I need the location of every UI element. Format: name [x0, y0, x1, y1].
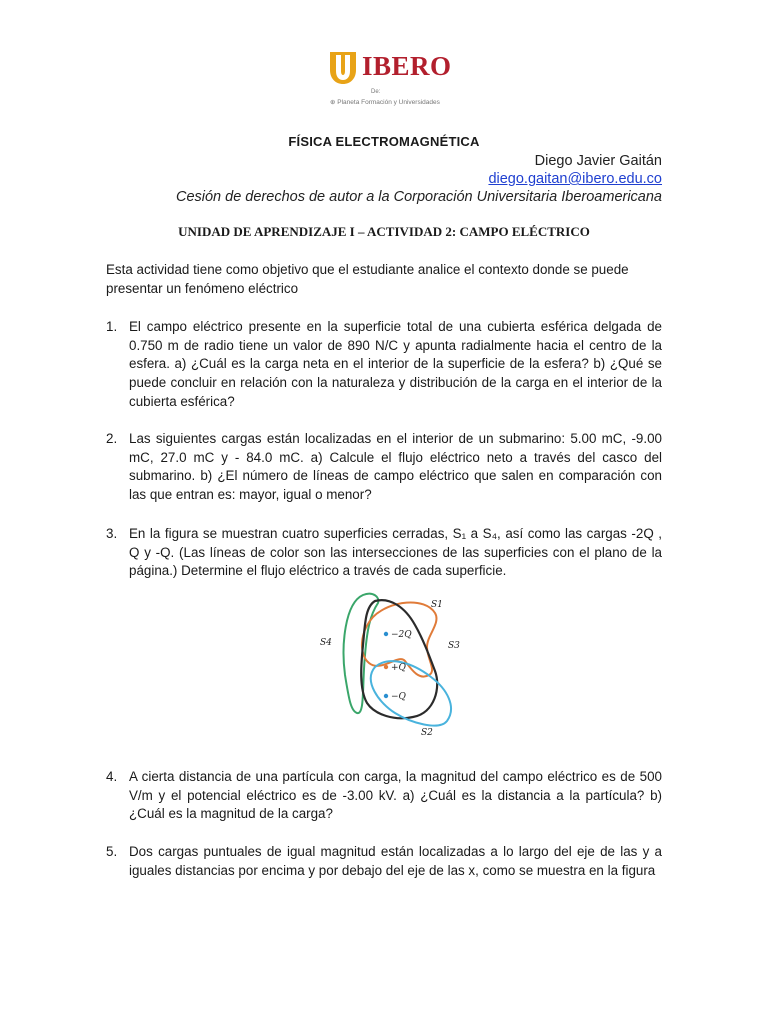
logo-text: IBERO: [362, 51, 452, 81]
ibero-shield-icon: [328, 50, 358, 86]
logo-sub-text: Planeta Formación y Universidades: [337, 99, 440, 106]
rights-notice: Cesión de derechos de autor a la Corporación Universitaria Iberoamericana: [175, 189, 662, 205]
charge-neg2q-dot: [384, 632, 388, 636]
ibero-logo: [328, 50, 452, 110]
question-text: Dos cargas puntuales de igual magnitud están localizadas a lo largo del eje de las y a iguales distancias por encima y por debajo del eje de las x, como se muestra en la figura: [129, 844, 662, 878]
surface-s1-label: S1: [431, 600, 443, 610]
author-email-link[interactable]: diego.gaitan@ibero.edu.co: [488, 171, 662, 187]
surface-s4-label: S4: [320, 638, 332, 648]
closed-surfaces-figure: [315, 585, 467, 737]
question-number: 4.: [106, 769, 118, 784]
unit-title: UNIDAD DE APRENDIZAJE I – ACTIVIDAD 2: CAMPO ELÉCTRICO: [178, 224, 590, 239]
planeta-icon: ⊕: [330, 99, 338, 106]
charge-negq-label: −Q: [391, 692, 406, 702]
question-text: El campo eléctrico presente en la superficie total de una cubierta esférica delgada de 0.750 m de radio tiene un valor de 890 N/C y apunta radialmente hacia el centro de la esfera. a) ¿Cuál es la carga neta en el interior de la superficie de la esfera? b) ¿Qué se puede concluir en relación con la naturaleza y distribución de la carga en el interior de la cubierta esférica?: [129, 319, 662, 409]
charge-neg2q-label: −2Q: [391, 630, 412, 640]
question-number: 2.: [106, 431, 118, 446]
charge-negq-dot: [384, 694, 388, 698]
intro-paragraph: Esta actividad tiene como objetivo que el estudiante analice el contexto donde se puede presentar un fenómeno eléctrico: [106, 262, 629, 296]
question-text: A cierta distancia de una partícula con carga, la magnitud del campo eléctrico es de 500 V/m y el potencial eléctrico es de -3.00 kV. a) ¿Cuál es la distancia a la partícula? b) ¿Cuál es la magnitud de la carga?: [129, 769, 662, 822]
question-number: 3.: [106, 526, 118, 541]
charge-posq-dot: [384, 665, 388, 669]
surface-s2-label: S2: [421, 728, 433, 737]
course-title: FÍSICA ELECTROMAGNÉTICA: [288, 134, 480, 149]
question-number: 5.: [106, 844, 118, 859]
question-number: 1.: [106, 319, 118, 334]
logo-de: De:: [371, 89, 381, 95]
question-text: En la figura se muestran cuatro superficies cerradas, S₁ a S₄, así como las cargas -2Q , Q y -Q. (Las líneas de color son las intersecciones de las superficies con el plano de la página.) Determine el flujo eléctrico a través de cada superficie.: [129, 526, 662, 579]
surface-s4-curve: [344, 594, 379, 713]
author-name: Diego Javier Gaitán: [534, 153, 662, 169]
question-text: Las siguientes cargas están localizadas en el interior de un submarino: 5.00 mC, -9.00 mC, 27.0 mC y - 84.0 mC. a) Calcule el flujo eléctrico neto a través del casco del submarino. b) ¿El número de líneas de campo eléctrico que salen en comparación con las que entran es: mayor, igual o menor?: [129, 431, 662, 503]
logo-sub: [330, 98, 440, 106]
surface-s3-label: S3: [448, 641, 460, 651]
charge-posq-label: +Q: [391, 663, 406, 673]
